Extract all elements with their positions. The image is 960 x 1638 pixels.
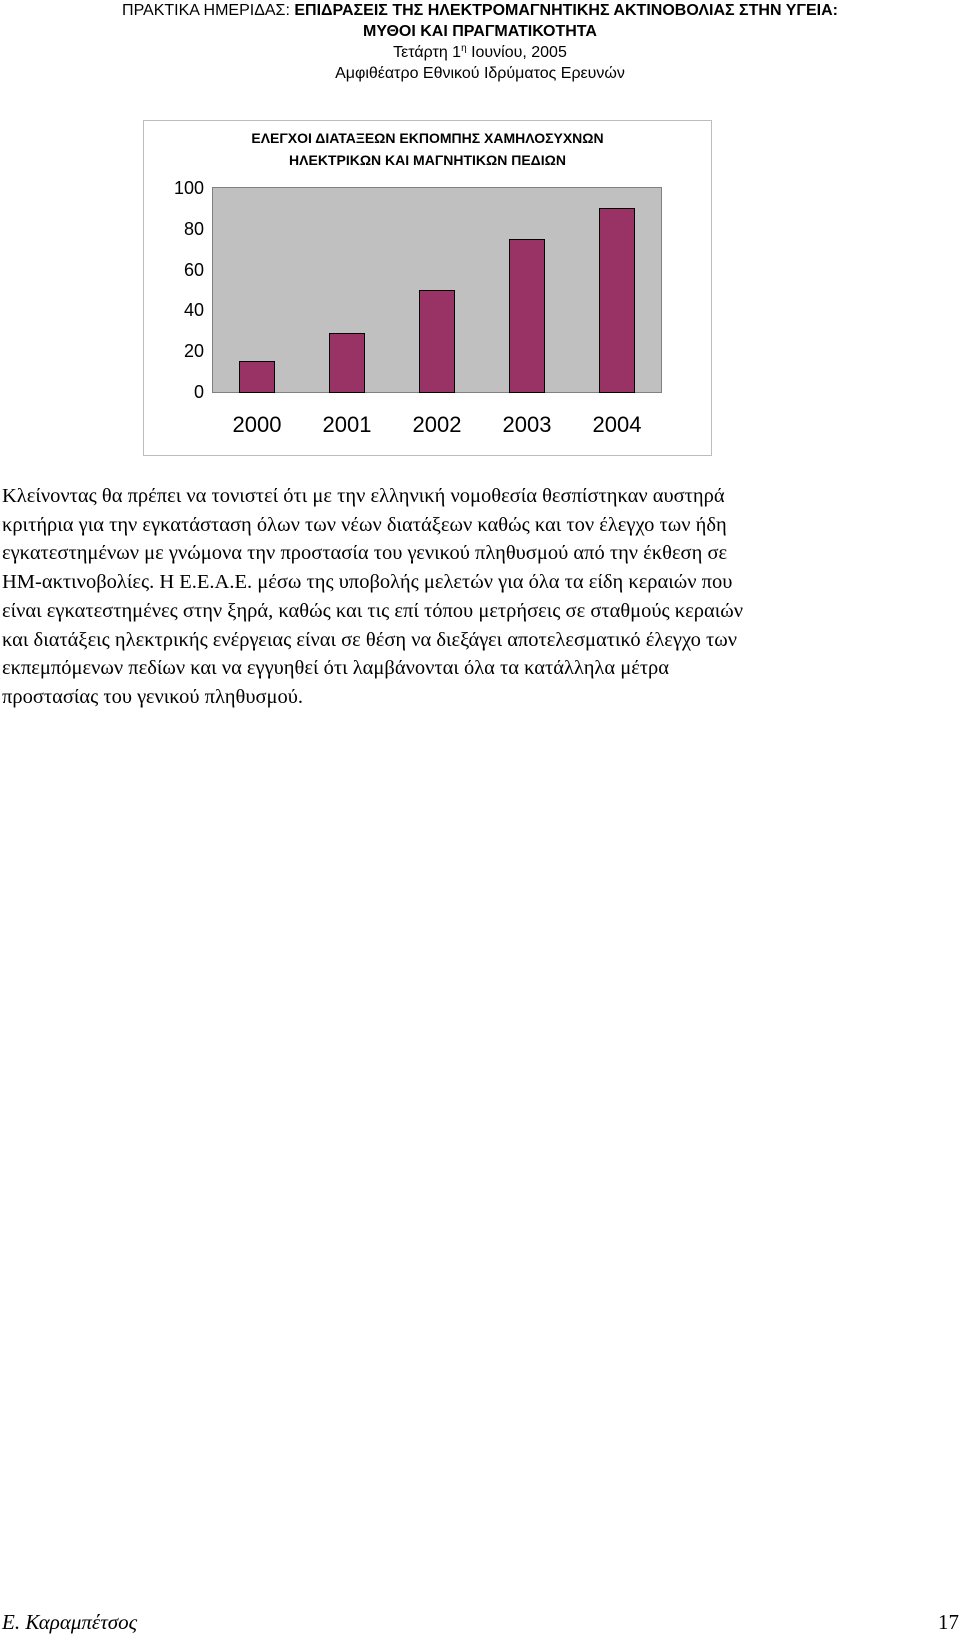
y-tick-label: 0 [193,382,204,402]
bar-2002 [419,290,455,393]
bar-chart [143,120,712,456]
body-line: εκπεμπόμενων πεδίων και να εγγυηθεί ότι λαμβάνονται όλα τα κατάλληλα μέτρα [2,657,670,680]
body-line: ΗΜ-ακτινοβολίες. Η Ε.Ε.Α.Ε. μέσω της υποβολής μελετών για όλα τα είδη κεραιών που [2,571,733,594]
header-event-title: ΕΠΙΔΡΑΣΕΙΣ ΤΗΣ ΗΛΕΚΤΡΟΜΑΓΝΗΤΙΚΗΣ ΑΚΤΙΝΟΒΟΛΙΑΣ ΣΤΗΝ ΥΓΕΙΑ: [294,2,838,19]
y-tick-label: 60 [183,259,204,280]
bar-2003 [509,239,545,393]
x-tick-label: 2000 [232,412,282,437]
header-venue: Αμφιθέατρο Εθνικού Ιδρύματος Ερευνών [335,65,625,82]
body-line: και διατάξεις ηλεκτρικής ενέργειας είναι σε θέση να διεξάγει αποτελεσματικό έλεγχο των [2,628,737,651]
body-line: είναι εγκατεστημένες στην ξηρά, καθώς και τις επί τόπου μετρήσεις σε σταθμούς κεραιών [2,599,743,622]
chart-title [144,127,711,171]
body-paragraph [2,482,950,712]
y-tick-label: 100 [173,178,204,198]
x-tick-label: 2004 [592,412,642,437]
header-prefix: ΠΡΑΚΤΙΚΑ ΗΜΕΡΙΔΑΣ: [122,2,295,19]
page-header [0,0,960,84]
footer-author: Ε. Καραμπέτσος [2,1610,138,1634]
chart-title-line-2: ΗΛΕΚΤΡΙΚΩΝ ΚΑΙ ΜΑΓΝΗΤΙΚΩΝ ΠΕΔΙΩΝ [289,152,566,168]
body-line: προστασίας του γενικού πληθυσμού. [2,685,304,708]
header-date: Τετάρτη $1^\eta$ Ιουνίου, 2005 [393,43,567,61]
y-tick-label: 40 [183,300,204,321]
page-number: 17 [938,1610,959,1634]
y-tick-label: 20 [183,341,204,362]
header-subtitle: ΜΥΘΟΙ ΚΑΙ ΠΡΑΓΜΑΤΙΚΟΤΗΤΑ [363,23,597,40]
bar-2000 [239,361,275,393]
body-line: κριτήρια για την εγκατάσταση όλων των νέων διατάξεων καθώς και τον έλεγχο των ήδη [2,513,727,536]
bar-2004 [599,208,635,393]
header-line-1 [0,0,960,21]
header-date-superscript: η [461,43,467,54]
chart-title-line-1: ΕΛΕΓΧΟΙ ΔΙΑΤΑΞΕΩΝ ΕΚΠΟΜΠΗΣ ΧΑΜΗΛΟΣΥΧΝΩΝ [251,130,604,146]
bar-2001 [329,333,365,393]
x-tick-label: 2001 [322,412,372,437]
x-tick-label: 2003 [502,412,552,437]
y-tick-label: 80 [183,218,204,239]
x-tick-label: 2002 [412,412,462,437]
body-line: Κλείνοντας θα πρέπει να τονιστεί ότι με την ελληνική νομοθεσία θεσπίστηκαν αυστηρά [2,485,725,507]
body-line: εγκατεστημένων με γνώμονα την προστασία του γενικού πληθυσμού από την έκθεση σε [2,542,728,565]
